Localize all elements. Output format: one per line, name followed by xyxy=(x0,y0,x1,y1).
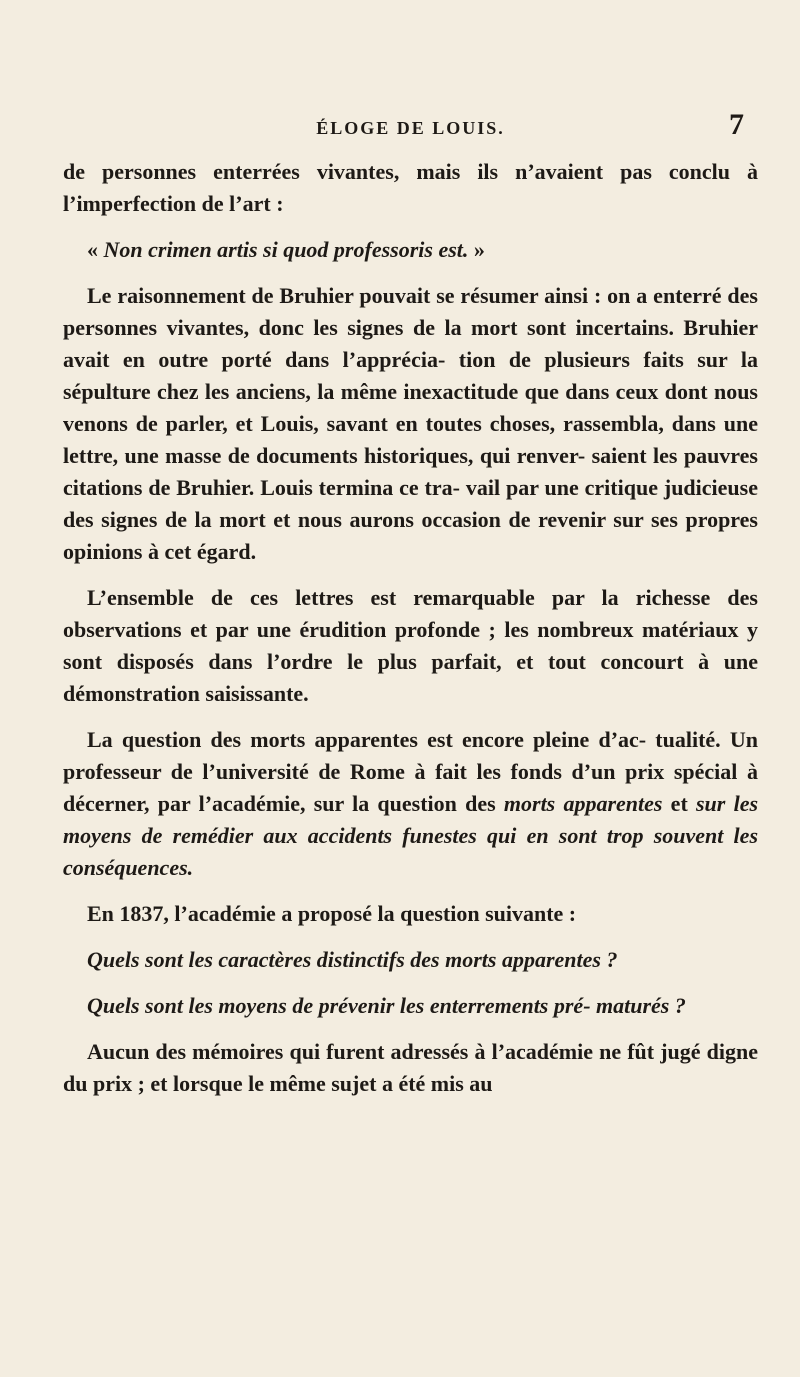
quote-close-mark: » xyxy=(468,237,485,262)
body-text xyxy=(63,156,758,1100)
running-head xyxy=(63,110,758,146)
paragraph-question-italic-a: morts apparentes xyxy=(503,791,663,816)
paragraph-question-italic-b: sur les moyens de remédier aux accidents funestes qui en sont trop souvent les conséquences. xyxy=(63,791,759,880)
paragraph-question xyxy=(63,724,758,884)
quote-open-mark: « xyxy=(87,237,104,262)
latin-quote xyxy=(63,234,758,266)
paragraph-continuation: de personnes enterrées vivantes, mais ils n’avaient pas conclu à l’imperfection de l’art : xyxy=(63,159,758,216)
paragraph-bruhier: Le raisonnement de Bruhier pouvait se résumer ainsi : on a enterré des personnes vivantes, donc les signes de la mort sont incertains. Bruhier avait en outre porté dans l’apprécia- tion de plusieurs faits sur la sépulture chez les anciens, la même inexactitude que dans ceux dont nous venons de parler, et Louis, savant en toutes choses, rassembla, dans une lettre, une masse de documents historiques, qui renver- saient les pauvres citations de Bruhier. Louis termina ce tra- vail par une critique judicieuse des signes de la mort et nous aurons occasion de revenir sur ses propres opinions à cet égard. xyxy=(63,283,758,564)
question-two: Quels sont les moyens de prévenir les enterrements pré- maturés ? xyxy=(87,993,686,1018)
quote-text: Non crimen artis si quod professoris est. xyxy=(103,237,469,262)
question-one: Quels sont les caractères distinctifs des morts apparentes ? xyxy=(87,947,618,972)
paragraph-ensemble: L’ensemble de ces lettres est remarquable par la richesse des observations et par une érudition profonde ; les nombreux matériaux y sont disposés dans l’ordre le plus parfait, et tout concourt à une démonstration saisissante. xyxy=(63,585,758,706)
page-number: 7 xyxy=(729,108,744,141)
paragraph-question-text-a: La question des morts apparentes est encore pleine d’ac- tualité. Un professeur de l’université de Rome à fait les fonds d’un prix spécial à décerner, par l’académie, sur la question des xyxy=(63,727,758,816)
paragraph-memoires: Aucun des mémoires qui furent adressés à l’académie ne fût jugé digne du prix ; et lorsque le même sujet a été mis au xyxy=(63,1039,758,1096)
running-title: ÉLOGE DE LOUIS. xyxy=(316,118,505,138)
paragraph-1837: En 1837, l’académie a proposé la question suivante : xyxy=(87,901,577,926)
paragraph-question-text-b: et xyxy=(662,791,696,816)
